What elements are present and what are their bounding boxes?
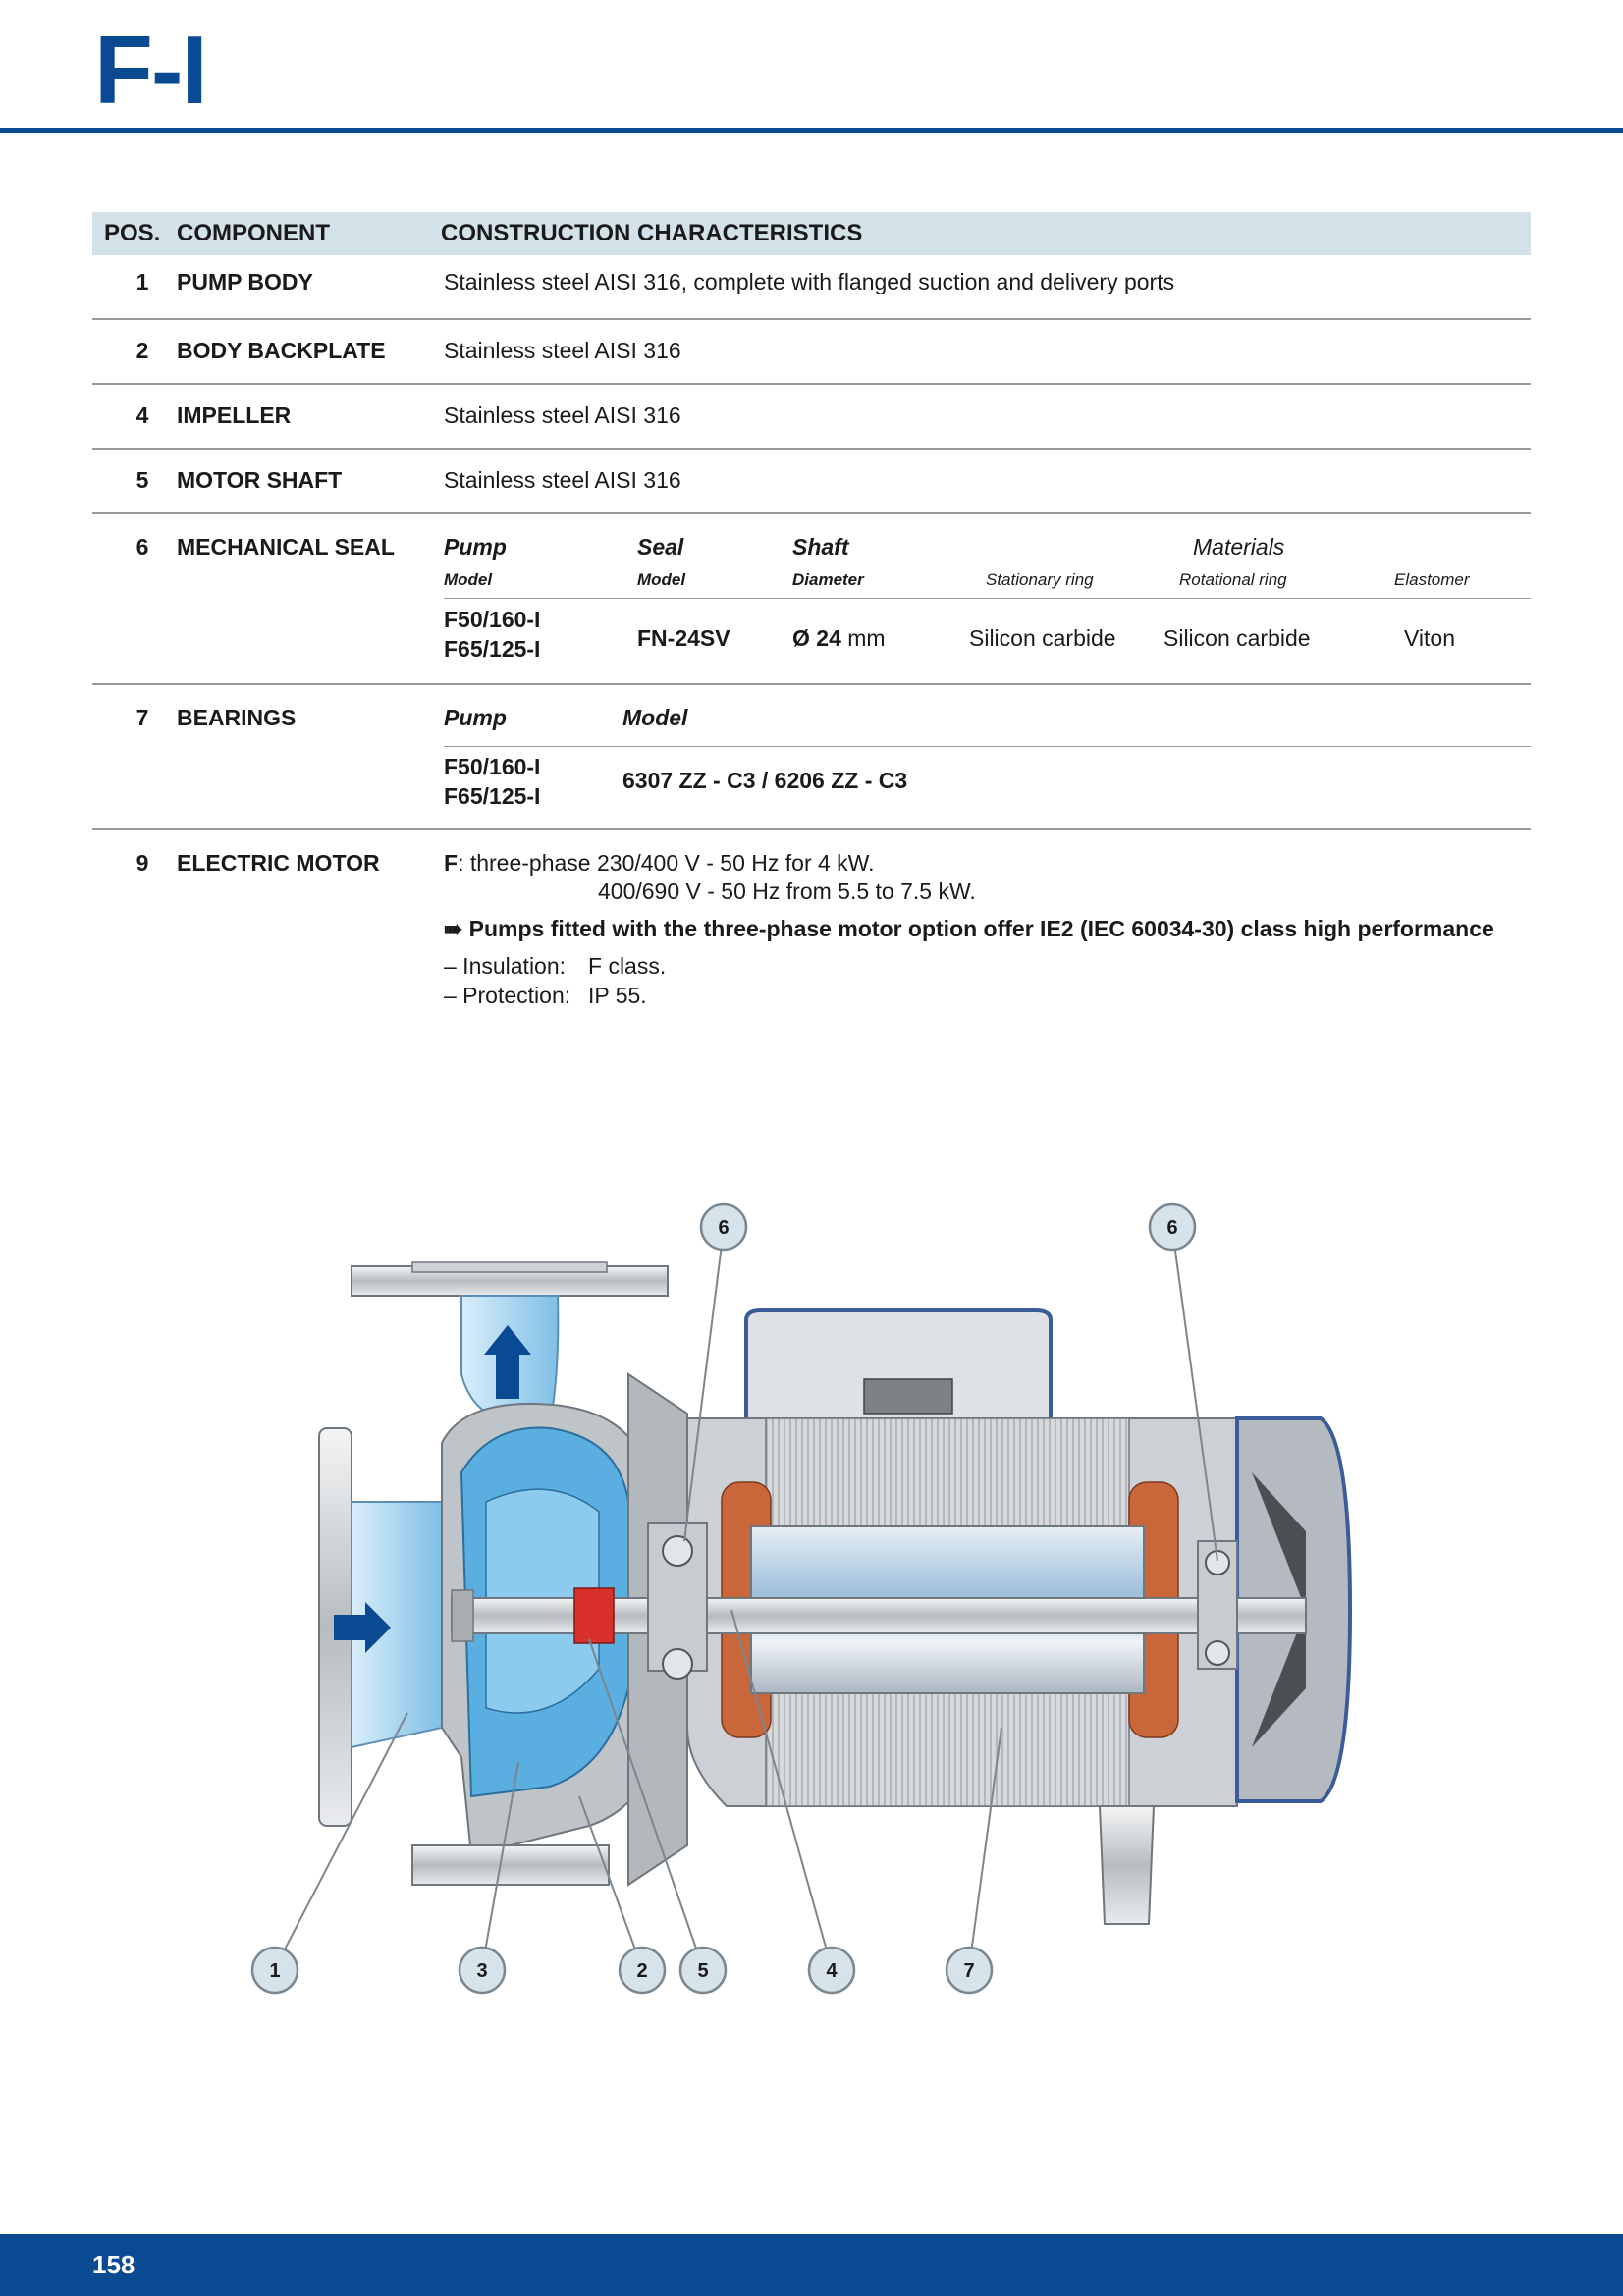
seal-header-materials: Materials: [1193, 534, 1285, 560]
motor-line-2: 400/690 V - 50 Hz from 5.5 to 7.5 kW.: [598, 879, 976, 904]
table-row: [92, 320, 1531, 385]
table-row: [92, 450, 1531, 514]
callout-5: [680, 1948, 726, 1993]
stationary-ring-value: Silicon carbide: [969, 625, 1116, 651]
callout-3: [460, 1948, 505, 1993]
svg-text:3: 3: [476, 1960, 488, 1982]
table-row-bearings: [92, 685, 1531, 830]
seal-subheader-model: Model: [444, 570, 493, 589]
bearings-pump-model-1: F50/160-I: [444, 754, 541, 779]
table-row-electric-motor: [92, 830, 1531, 1017]
svg-text:4: 4: [826, 1960, 838, 1982]
row-component: PUMP BODY: [177, 269, 313, 294]
row-pos: 9: [135, 850, 149, 876]
seal-model-value: FN-24SV: [637, 625, 730, 651]
seal-subheader-elastomer: Elastomer: [1394, 570, 1470, 589]
motor-line-1-text: : three-phase 230/400 V - 50 Hz for 4 kW.: [458, 850, 875, 876]
row-component: BEARINGS: [177, 705, 297, 730]
pump-cutaway-diagram: [0, 1178, 1623, 2012]
seal-subheader-rotational: Rotational ring: [1179, 570, 1287, 589]
insulation-value: F class.: [588, 953, 667, 979]
shaft-diameter-value: [792, 625, 886, 652]
seal-header-pump: Pump: [444, 534, 507, 560]
seal-header-shaft: Shaft: [792, 534, 849, 560]
svg-text:6: 6: [1166, 1217, 1178, 1239]
motor-line-1: [444, 850, 875, 877]
row-description: Stainless steel AISI 316: [444, 402, 681, 428]
page-title: F-I: [94, 16, 206, 124]
title-rule: [0, 128, 1623, 133]
shaft-diameter-number: Ø 24: [792, 625, 841, 651]
seal-subheader-diameter: Diameter: [792, 570, 864, 589]
seal-subheader-stationary: Stationary ring: [986, 570, 1094, 589]
row-pos: 7: [135, 705, 149, 730]
svg-text:5: 5: [697, 1960, 709, 1982]
seal-divider: [444, 598, 1531, 599]
svg-text:1: 1: [269, 1960, 281, 1982]
row-pos: 6: [135, 534, 149, 560]
row-pos: 4: [135, 402, 149, 428]
row-component: BODY BACKPLATE: [177, 338, 386, 363]
svg-text:2: 2: [636, 1960, 648, 1982]
callout-6b: [1150, 1204, 1195, 1250]
bearings-model-value: 6307 ZZ - C3 / 6206 ZZ - C3: [622, 768, 908, 793]
svg-text:7: 7: [963, 1960, 975, 1982]
header-component: COMPONENT: [177, 220, 330, 246]
row-description: Stainless steel AISI 316, complete with flanged suction and delivery ports: [444, 269, 1175, 294]
callout-2: [620, 1948, 665, 1993]
mechanical-seal: [574, 1588, 614, 1643]
bearings-header-model: Model: [622, 705, 688, 730]
insulation-label: – Insulation:: [444, 953, 567, 979]
header-characteristics: CONSTRUCTION CHARACTERISTICS: [441, 220, 863, 246]
components-table: [92, 212, 1531, 1017]
delivery-port: [352, 1262, 668, 1423]
elastomer-value: Viton: [1404, 625, 1456, 651]
header-pos: POS.: [104, 220, 161, 246]
callout-4: [809, 1948, 854, 1993]
seal-pump-model-1: F50/160-I: [444, 607, 541, 632]
motor-type-label: F: [444, 850, 459, 876]
row-description: Stainless steel AISI 316: [444, 338, 681, 363]
row-pos: 2: [135, 338, 149, 363]
table-row: [92, 255, 1531, 320]
row-pos: 1: [135, 269, 149, 294]
bearings-pump-model-2: F65/125-I: [444, 783, 541, 809]
seal-pump-model-2: F65/125-I: [444, 636, 541, 662]
rotational-ring-value: Silicon carbide: [1163, 625, 1311, 651]
callout-6a: [701, 1204, 746, 1250]
protection-label: – Protection:: [444, 983, 571, 1008]
motor-note: ➠ Pumps fitted with the three-phase motor option offer IE2 (IEC 60034-30) class high performance: [444, 916, 1494, 941]
table-row: [92, 385, 1531, 450]
callout-7: [947, 1948, 992, 1993]
svg-text:6: 6: [718, 1217, 730, 1239]
footer-bar: [0, 2234, 1623, 2296]
row-description: Stainless steel AISI 316: [444, 467, 681, 493]
seal-subheader-seal-model: Model: [637, 570, 686, 589]
table-row-mechanical-seal: [92, 514, 1531, 685]
bearings-divider: [444, 746, 1531, 747]
motor-foot: [1100, 1806, 1154, 1924]
row-component: MOTOR SHAFT: [177, 467, 343, 493]
callout-1: [252, 1948, 298, 1993]
shaft-diameter-unit: mm: [847, 625, 886, 651]
bearings-header-pump: Pump: [444, 705, 507, 730]
row-pos: 5: [135, 467, 149, 493]
page-number: 158: [92, 2250, 135, 2279]
seal-header-seal: Seal: [637, 534, 684, 560]
row-component: IMPELLER: [177, 402, 292, 428]
protection-value: IP 55.: [588, 983, 647, 1008]
row-component: ELECTRIC MOTOR: [177, 850, 380, 876]
table-header: [92, 212, 1531, 255]
row-component: MECHANICAL SEAL: [177, 534, 395, 560]
